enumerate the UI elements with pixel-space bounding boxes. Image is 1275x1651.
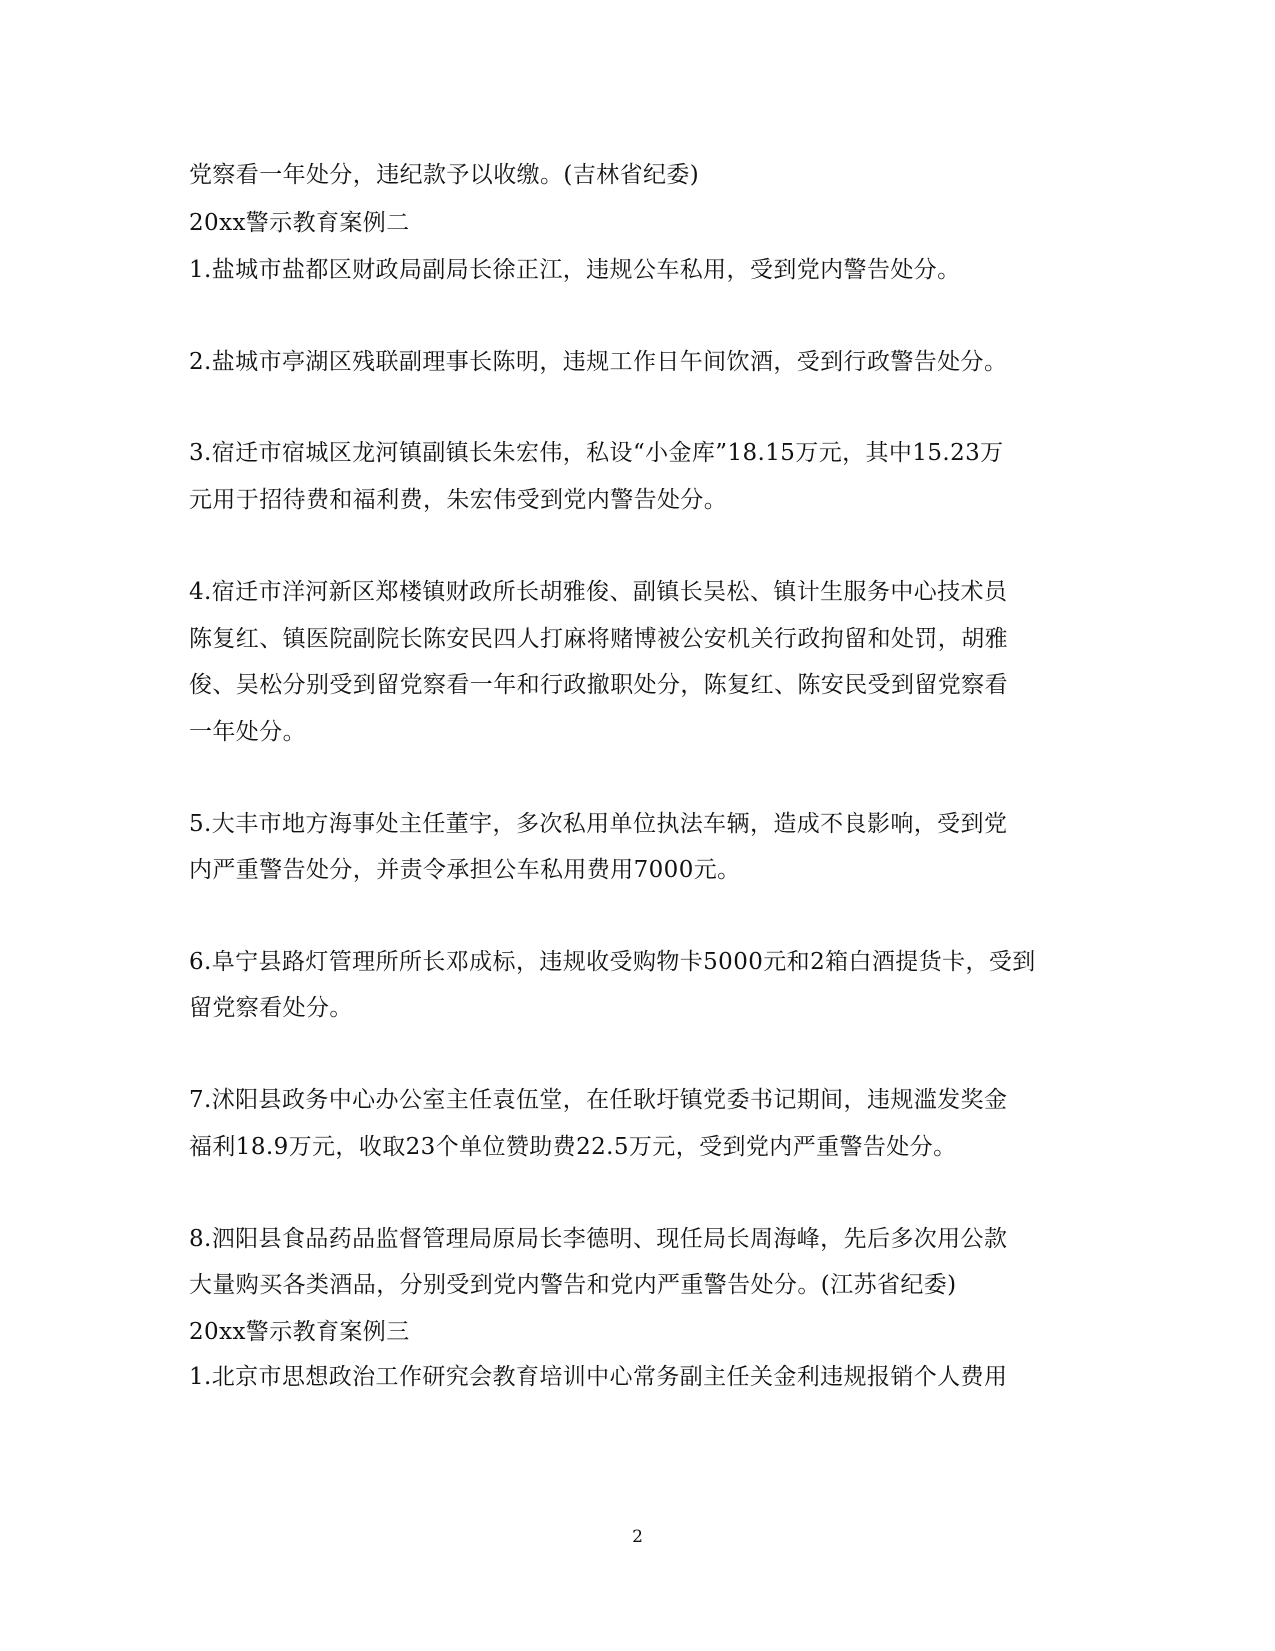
text-line: 5.大丰市地方海事处主任董宇，多次私用单位执法车辆，造成不良影响，受到党 <box>189 811 1008 837</box>
text-line: 大量购买各类酒品，分别受到党内警告和党内严重警告处分。(江苏省纪委) <box>189 1272 957 1298</box>
text-line: 俊、吴松分别受到留党察看一年和行政撤职处分，陈复红、陈安民受到留党察看 <box>189 672 1008 698</box>
text-line: 党察看一年处分，违纪款予以收缴。(吉林省纪委) <box>189 162 700 188</box>
text-line: 留党察看处分。 <box>189 995 353 1021</box>
text-line: 8.泗阳县食品药品监督管理局原局长李德明、现任局长周海峰，先后多次用公款 <box>189 1226 1008 1252</box>
text-line: 元用于招待费和福利费，朱宏伟受到党内警告处分。 <box>189 487 728 513</box>
text-line: 福利18.9万元，收取23个单位赞助费22.5万元，受到党内严重警告处分。 <box>189 1134 957 1160</box>
text-line: 6.阜宁县路灯管理所所长邓成标，违规收受购物卡5000元和2箱白酒提货卡，受到 <box>189 949 1036 975</box>
text-line: 1.北京市思想政治工作研究会教育培训中心常务副主任关金利违规报销个人费用 <box>189 1364 1008 1390</box>
text-line: 2.盐城市亭湖区残联副理事长陈明，违规工作日午间饮酒，受到行政警告处分。 <box>189 349 1008 375</box>
text-line: 7.沭阳县政务中心办公室主任袁伍堂，在任耿圩镇党委书记期间，违规滥发奖金 <box>189 1087 1008 1113</box>
text-line: 4.宿迁市洋河新区郑楼镇财政所长胡雅俊、副镇长吴松、镇计生服务中心技术员 <box>189 579 1008 605</box>
text-line: 3.宿迁市宿城区龙河镇副镇长朱宏伟，私设“小金库”18.15万元，其中15.23万 <box>189 440 1004 466</box>
text-line: 1.盐城市盐都区财政局副局长徐正江，违规公车私用，受到党内警告处分。 <box>189 257 961 283</box>
text-line: 陈复红、镇医院副院长陈安民四人打麻将赌博被公安机关行政拘留和处罚，胡雅 <box>189 626 1008 652</box>
text-line: 一年处分。 <box>189 719 306 745</box>
section-heading: 20xx警示教育案例三 <box>189 1319 410 1345</box>
section-heading: 20xx警示教育案例二 <box>189 210 410 236</box>
text-line: 内严重警告处分，并责令承担公车私用费用7000元。 <box>189 857 741 883</box>
page-number: 2 <box>632 1527 643 1547</box>
